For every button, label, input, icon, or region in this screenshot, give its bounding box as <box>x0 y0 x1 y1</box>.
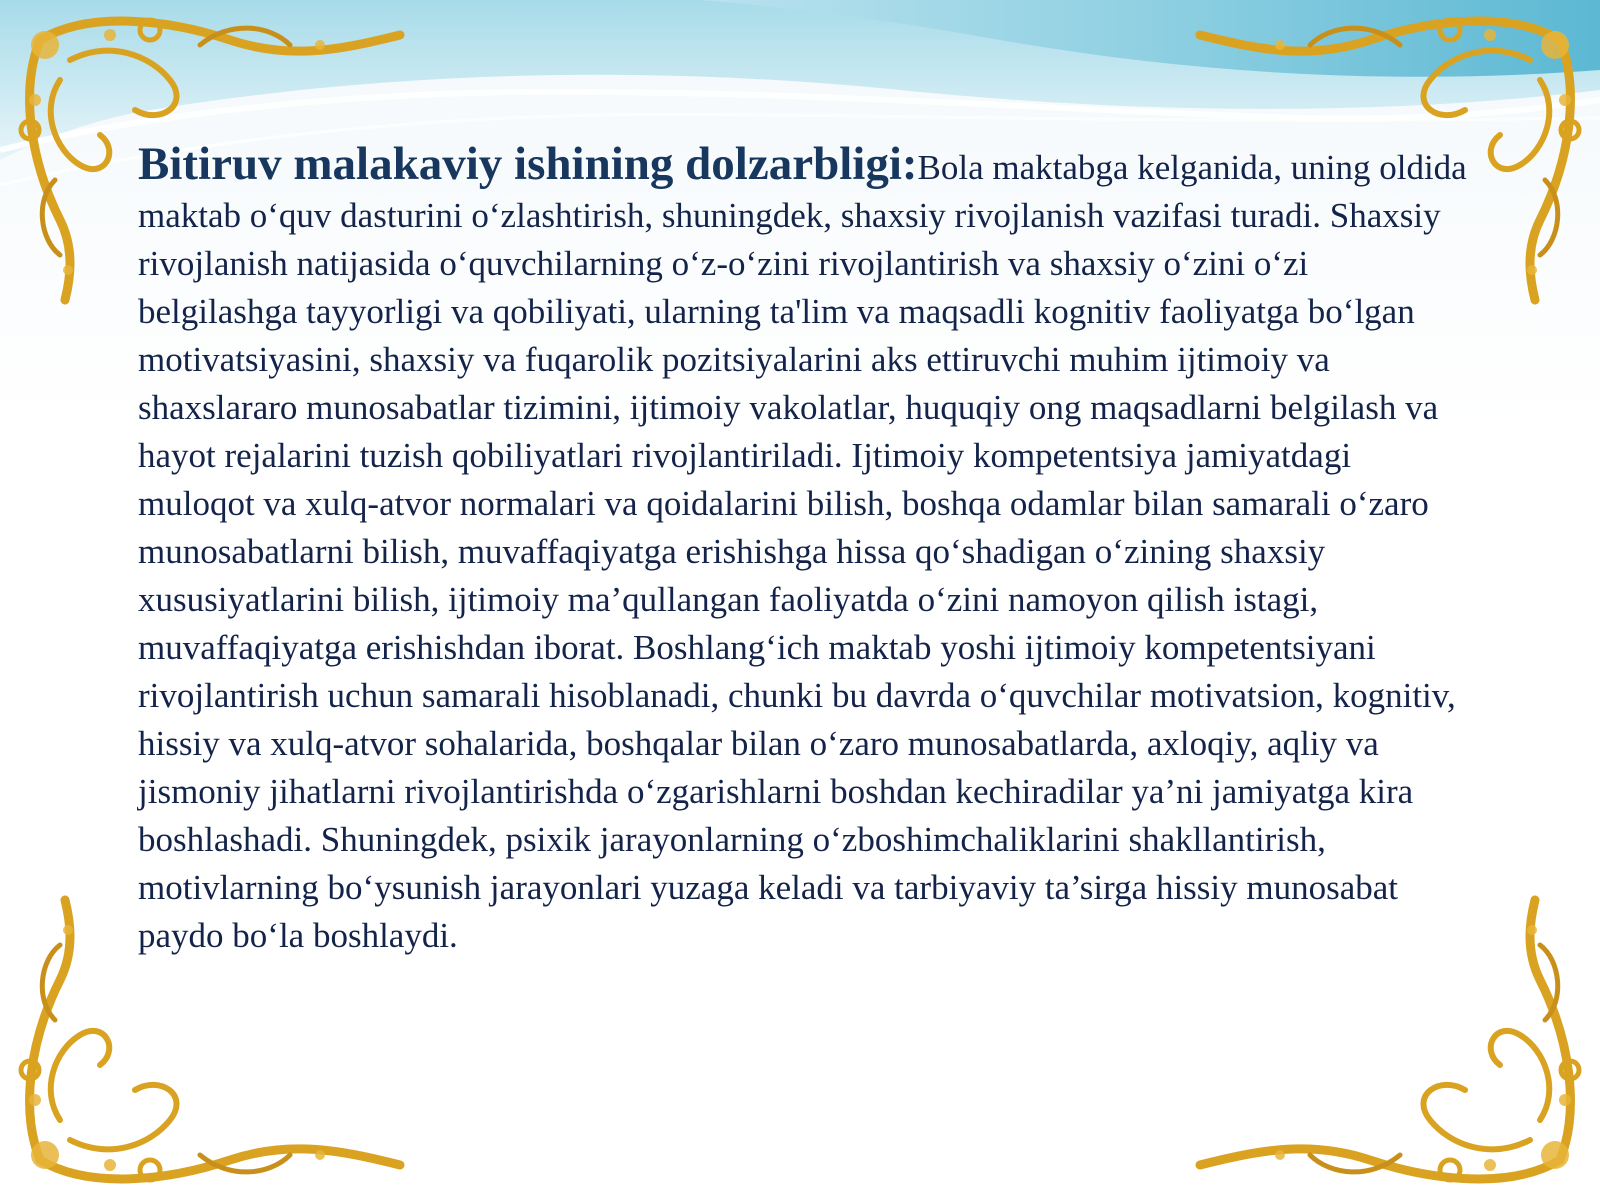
slide-body-text: Bola maktabga kelganida, uning oldida maktab o‘quv dasturini o‘zlashtirish, shuningdek, shaxsiy rivojlanish vazifasi turadi. Shaxsiy rivojlanish natijasida o‘quvchilarning o‘z-o‘zini rivojlantirish va shaxsiy o‘zini o‘zi belgilashga tayyorligi va qobiliyati, ularning ta'lim va maqsadli kognitiv faoliyatga bo‘lgan motivatsiyasini, shaxsiy va fuqarolik pozitsiyalarini aks ettiruvchi muhim ijtimoiy va shaxslararo munosabatlar tizimini, ijtimoiy vakolatlar, huquqiy ong maqsadlarni belgilash va hayot rejalarini tuzish qobiliyatlari rivojlantiriladi. Ijtimoiy kompetentsiya jamiyatdagi muloqot va xulq-atvor normalari va qoidalarini bilish, boshqa odamlar bilan samarali o‘zaro munosabatlarni bilish, muvaffaqiyatga erishishga hissa qo‘shadigan o‘zining shaxsiy xususiyatlarini bilish, ijtimoiy ma’qullangan faoliyatda o‘zini namoyon qilish istagi, muvaffaqiyatga erishishdan iborat. Boshlang‘ich maktab yoshi ijtimoiy kompetentsiyani rivojlantirish uchun samarali hisoblanadi, chunki bu davrda o‘quvchilar motivatsion, kognitiv, hissiy va xulq-atvor sohalarida, boshqalar bilan o‘zaro munosabatlarda, axloqiy, aqliy va jismoniy jihatlarni rivojlantirishda o‘zgarishlarni boshdan kechiradilar ya’ni jamiyatga kira boshlashadi. Shuningdek, psixik jarayonlarning o‘zboshimchaliklarini shakllantirish, motivlarning bo‘ysunish jarayonlari yuzaga keladi va tarbiyaviy ta’sirga hissiy munosabat paydo bo‘la boshlaydi. <box>138 148 1467 955</box>
slide-heading: Bitiruv malakaviy ishining dolzarbligi: <box>138 138 918 190</box>
slide-content <box>138 140 1468 960</box>
